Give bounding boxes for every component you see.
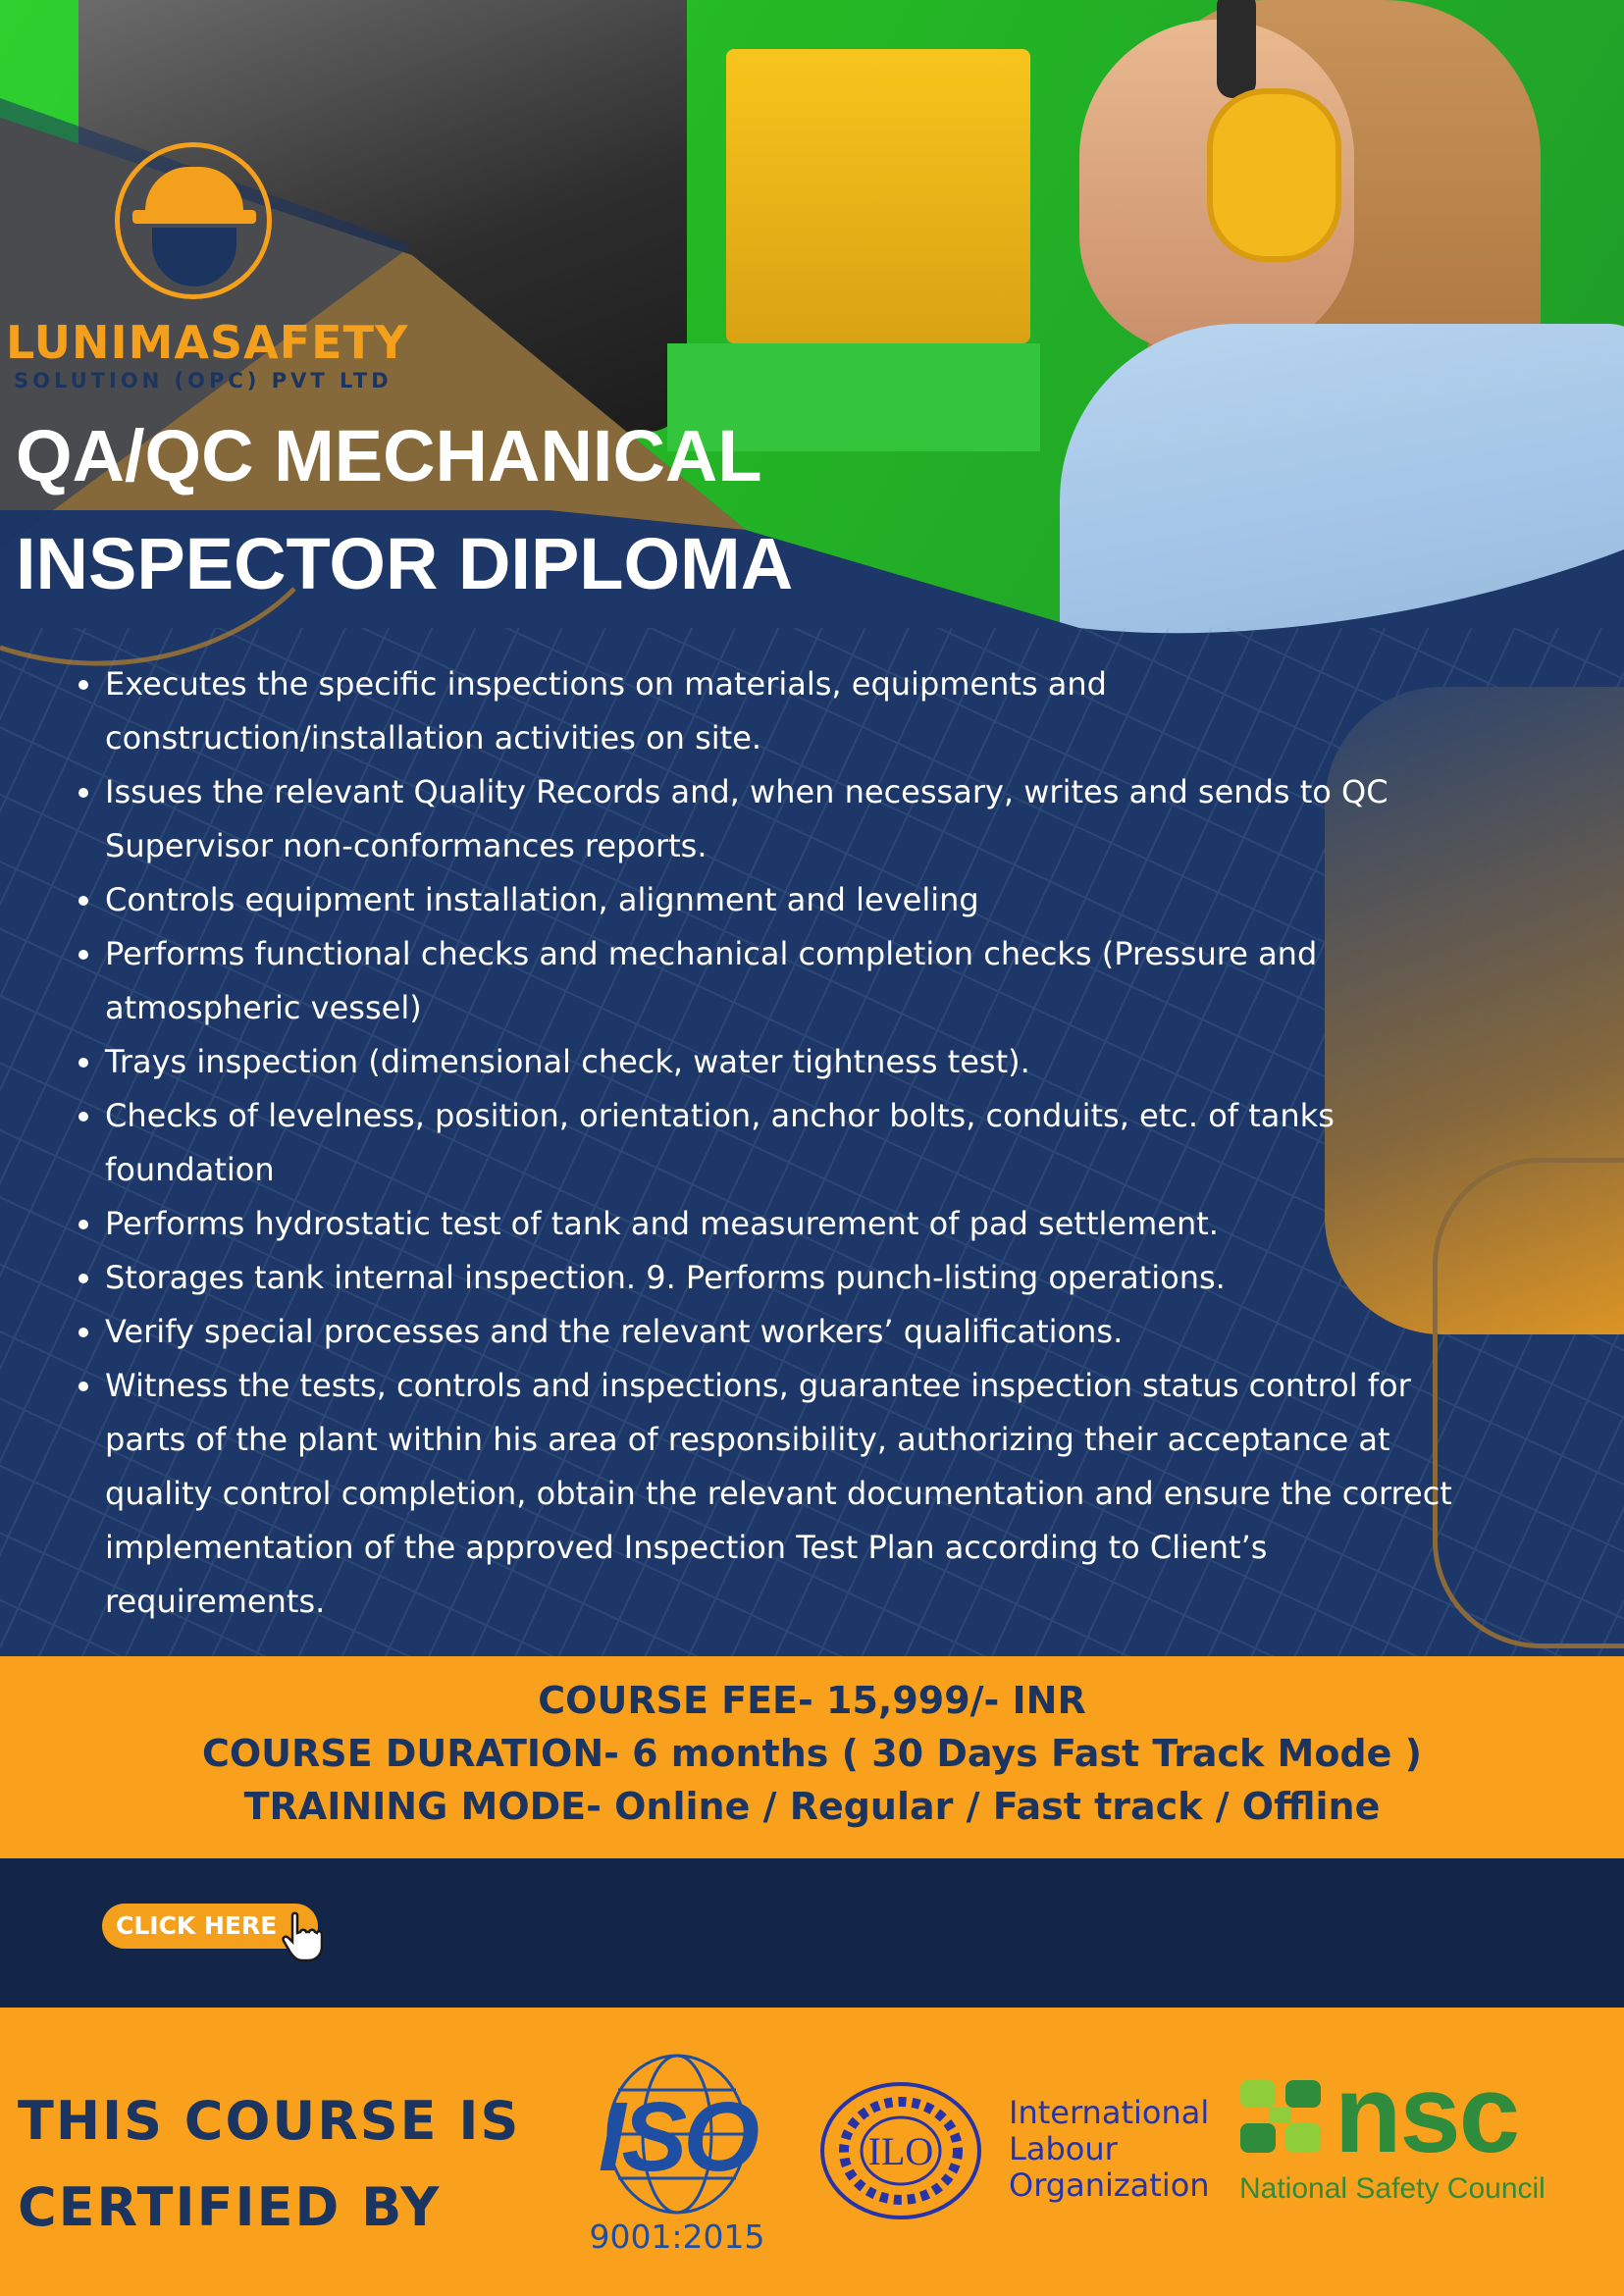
iso-logo (574, 2051, 780, 2262)
course-title-line1: QA/QC MECHANICAL (16, 415, 762, 496)
ilo-mark: ILO (867, 2129, 934, 2173)
certified-heading-line2: CERTIFIED BY (18, 2176, 442, 2238)
certified-heading-line1: THIS COURSE IS (18, 2090, 521, 2152)
click-here-button[interactable]: CLICK HERE (102, 1904, 318, 1949)
course-fee: COURSE FEE- 15,999/- INR (538, 1679, 1086, 1722)
ilo-name-line1: International (1009, 2094, 1210, 2131)
ilo-name (1009, 2095, 1210, 2204)
iso-standard: 9001:2015 (589, 2218, 765, 2256)
list-item: • Trays inspection (dimensional check, water tightness test). (105, 1035, 1479, 1089)
certified-by-heading (18, 2078, 520, 2251)
list-item: • Storages tank internal inspection. 9. Performs punch-listing operations. (105, 1251, 1479, 1305)
list-item: • Performs hydrostatic test of tank and measurement of pad settlement. (105, 1197, 1479, 1251)
course-title-line2: INSPECTOR DIPLOMA (16, 523, 794, 604)
ilo-name-line2: Labour (1009, 2130, 1118, 2167)
list-item: • Witness the tests, controls and inspections, guarantee inspection status control for parts of the plant within his area of responsibility, authorizing their acceptance at quality control completion, obtain the relevant documentation and ensure the correct implementation of the approved Inspection Test Plan according to Client’s requirements. (105, 1359, 1479, 1629)
course-info-band (0, 1656, 1624, 1858)
helmet-brim-icon (132, 210, 256, 224)
nsc-full-name: National Safety Council (1239, 2172, 1545, 2205)
nsc-mark: nsc (1335, 2053, 1518, 2175)
ilo-name-line3: Organization (1009, 2166, 1210, 2204)
course-title (16, 402, 793, 618)
course-duration: COURSE DURATION- 6 months ( 30 Days Fast Track Mode ) (201, 1732, 1422, 1775)
list-item: • Controls equipment installation, alignment and leveling (105, 873, 1479, 927)
hand-pointer-icon (281, 1911, 324, 1962)
list-item: • Issues the relevant Quality Records and, when necessary, writes and sends to QC Supervisor non-conformances reports. (105, 765, 1479, 873)
training-mode: TRAINING MODE- Online / Regular / Fast track / Offline (243, 1785, 1381, 1828)
brand-subtitle: SOLUTION (OPC) PVT LTD (14, 369, 393, 392)
list-item: • Executes the specific inspections on materials, equipments and construction/installation activities on site. (105, 657, 1479, 765)
list-item: • Verify special processes and the relevant workers’ qualifications. (105, 1305, 1479, 1359)
ilo-emblem-icon (817, 2080, 984, 2222)
list-item: • Checks of levelness, position, orientation, anchor bolts, conduits, etc. of tanks foundation (105, 1089, 1479, 1197)
brand-name: LUNIMASAFETY (6, 316, 409, 369)
list-item: • Performs functional checks and mechanical completion checks (Pressure and atmospheric vessel) (105, 927, 1479, 1035)
iso-mark: ISO (598, 2082, 757, 2192)
duties-list (69, 657, 1479, 1629)
